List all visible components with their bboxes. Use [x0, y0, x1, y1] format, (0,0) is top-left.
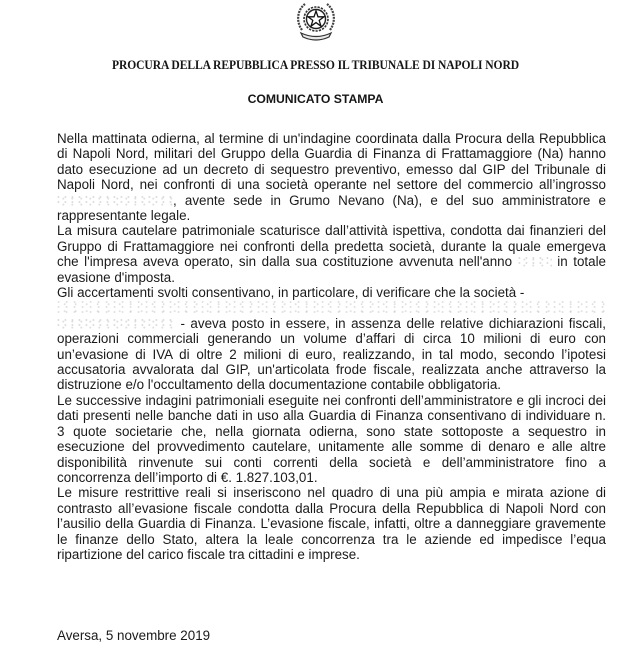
- redacted-company-details-continued: [57, 318, 175, 329]
- paragraph-5: Le misure restrittive reali si inseriscono nel quadro di una più ampia e mirata azione di contrasto all’evasione fiscale condotta dalla Procura della Repubblica di Napoli Nord con l’ausilio della Guardia di Finanza. L’evasione fiscale, infatti, oltre a danneggiare gravemente le finanze dello Stato, altera la leale concorrenza tra le aziende ed impedisce l’equa ripartizione del carico fiscale tra cittadini e imprese.: [57, 485, 606, 562]
- paragraph-3: [57, 285, 606, 393]
- institution-heading: PROCURA DELLA REPUBBLICA PRESSO IL TRIBUNALE DI NAPOLI NORD: [111, 58, 520, 72]
- paragraph-2-text-a: La misura cautelare patrimoniale scaturisce dall’attività ispettiva, condotta dai finanzieri del Gruppo di Frattamaggiore nei confronti della predetta società, durante la quale emergeva che l'impresa aveva operato, sin dalla sua costituzione avvenuta nell'anno: [57, 223, 606, 270]
- redacted-company-name: [57, 195, 173, 206]
- redacted-year: [518, 256, 552, 267]
- paragraph-1-text-a: Nella mattinata odierna, al termine di un'indagine coordinata dalla Procura della Repubblica di Napoli Nord, militari del Gruppo della Guardia di Finanza di Frattamaggiore (Na) hanno dato esecuzione ad un decreto di sequestro preventivo, emesso dal GIP del Tribunale di Napoli Nord, nei confronti di una società operante nel settore del commercio all’ingrosso: [57, 131, 606, 193]
- paragraph-3-text-a: Gli accertamenti svolti consentivano, in particolare, di verificare che la società -: [57, 285, 525, 301]
- paragraph-4: Le successive indagini patrimoniali eseguite nei confronti dell’amministratore e gli incroci dei dati presenti nelle banche dati in uso alla Guardia di Finanza consentivano di individuare n. 3 quote societarie che, nella giornata odierna, sono state sottoposte a sequestro in esecuzione del provvedimento cautelare, unitamente alle somme di denaro e alle altre disponibilità rinvenute sui conti correnti della società e dell’amministratore fino a concorrenza dell’importo di €. 1.827.103,01.: [57, 392, 606, 485]
- paragraph-3-text-b: - aveva posto in essere, in assenza delle relative dichiarazioni fiscali, operazioni commerciali generando un volume d’affari di circa 10 milioni di euro con un’evasione di IVA di oltre 2 milioni di euro, realizzando, in tal modo, secondo l’ipotesi accusatoria avvalorata dal GIP, un'articolata frode fiscale, realizzata anche attraverso la distruzione e/o l'occultamento della documentazione contabile obbligatoria.: [57, 315, 606, 393]
- paragraph-1: [57, 131, 606, 223]
- italian-republic-emblem-icon: [292, 0, 340, 44]
- document-title: COMUNICATO STAMPA: [247, 92, 384, 106]
- press-release-body: [57, 131, 606, 562]
- place-and-date: Aversa, 5 novembre 2019: [57, 628, 211, 643]
- paragraph-2: [57, 223, 606, 285]
- paragraph-1-text-b: , avente sede in Grumo Nevano (Na), e del suo amministratore e rappresentante legale.: [57, 192, 606, 224]
- redacted-company-details: [57, 300, 606, 315]
- paragraph-2-text-b: in totale evasione d'imposta.: [57, 254, 606, 285]
